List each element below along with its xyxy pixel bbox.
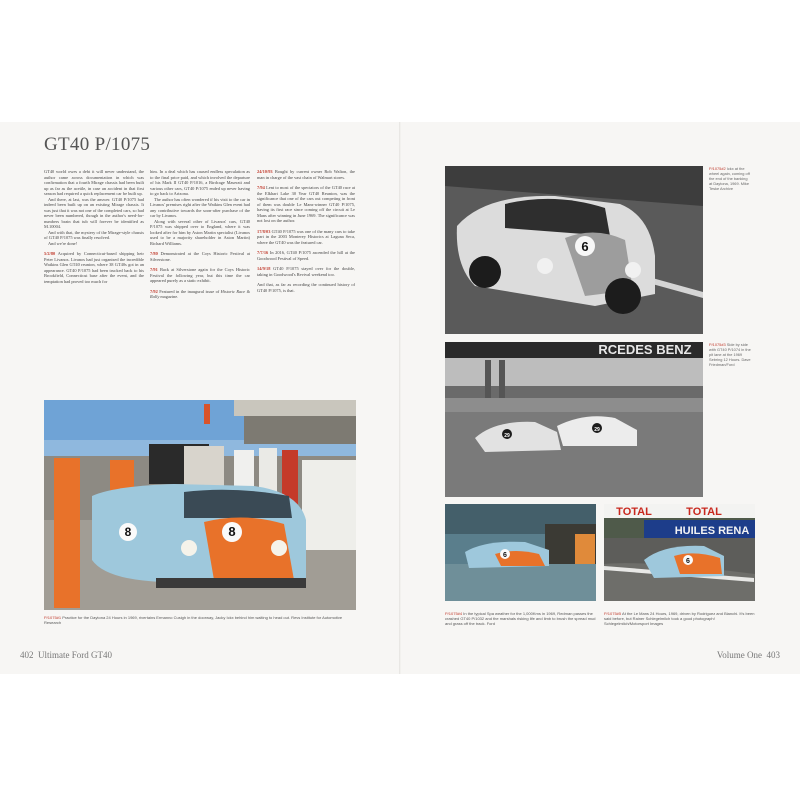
billboard-total: TOTAL bbox=[686, 506, 722, 518]
photo-spa-rain bbox=[445, 504, 596, 601]
history-entry: 7/92 Featured in the inaugural issue of Historic Race & Rally magazine. bbox=[150, 288, 251, 299]
paragraph: The author has often wondered if his visit to the car in Livanos' premises right after the Watkins Glen event had any contributive towards the soon-after purchase of the car by Livanos. bbox=[150, 196, 250, 218]
car-number: 8 bbox=[228, 524, 236, 539]
right-folio bbox=[717, 650, 780, 660]
car-number: 6 bbox=[503, 552, 507, 559]
page-number: 403 bbox=[766, 650, 780, 660]
car-number: 8 bbox=[124, 525, 132, 539]
paragraph: And there, at last, was the answer. GT40 P/1075 had indeed been built up on an existing Mirage chassis. It was just that it was not one of the completed cars, so had never been numbered, though in the author's need-for-numbers brain that tub will forever be identified as M.10004. bbox=[44, 196, 144, 229]
history-entry: 7/94 Lent to most of the spectators of the GT40 race at the Elkhart Lake 30 Year GT40 Reunion, was the significance that one of the cars out competing in front of them was double Le Mans-winner GT40 P/1075, having its first race since coming off the circuit at Le Mans after winning in June 1969. The significance was not lost on the author. bbox=[257, 185, 355, 223]
caption-main: P/1075#1 Practice for the Daytona 24 Hours in 1969, rivertains Ermanno Cusigh in the doorway, Jacky Ickx behind him waiting to head out. Revs Institute for Automotive Research bbox=[44, 615, 343, 626]
book-gutter bbox=[399, 122, 401, 674]
paragraph: GT40 world owes a debt it will never understand, the author came across documentation in which was confirmation that a fourth Mirage chassis had been built up as far as the acetile, in case an accident in that first season had required a quick replacement car be built up. bbox=[44, 169, 144, 196]
text-column-2 bbox=[150, 169, 250, 300]
paragraph: him. In a deal which has caused endless speculation as to the final price paid, and which involved the departure of his Mark II GT40 P/1016, a Birdcage Maserati and various other cars, GT40 P/1075 ended up never having to go back to Arizona. bbox=[150, 169, 250, 196]
billboard-total: TOTAL bbox=[616, 506, 652, 518]
history-entry: 17/8/03 GT40 P/1075 was one of the many cars to take part in the 2003 Monterey Historics at Laguna Seca, where the GT40 was the featured car. bbox=[257, 228, 355, 245]
book-title: Ultimate Ford GT40 bbox=[38, 650, 112, 660]
caption-spa: P/1075#4 In the typical Spa weather for the 1,000Kms in 1969, Redman passes the crashed GT40 P/1032 and the marshals risking life and limb to brush the spread mud and grass off the track. Ford bbox=[445, 611, 596, 627]
paragraph: And with that, the mystery of the Mirage-style chassis of GT40 P/1075 was finally resolved. bbox=[44, 229, 144, 240]
banner-text: RCEDES BENZ bbox=[598, 342, 692, 357]
photo-daytona-banking bbox=[445, 166, 703, 334]
car-number: 6 bbox=[581, 239, 589, 254]
history-entry: 7/7/16 In 2016, GT40 P/1075 ascended the hill at the Goodwood Festival of Speed. bbox=[257, 250, 355, 261]
page-number: 402 bbox=[20, 650, 34, 660]
caption-daytona-banking: P/1075#2 Ickx at the wheel again, coming off the end of the banking at Daytona, 1969. Mike Teske Archive bbox=[709, 166, 750, 191]
photo-sebring-pitlane bbox=[445, 342, 703, 497]
history-entry: 5/2/80 Acquired by Connecticut-based shipping heir Peter Livanos. Livanos had just organised the incredible Watkins Glen GT40 reunion, where 38 GT40s got in an appearance. GT40 P/1075 had been trucked back to his Brookfield, Connecticut base after the event, and the temptation had proved too much for bbox=[44, 251, 144, 284]
paragraph: And that, as far as recording the continued history of GT40 P/1075, is that. bbox=[257, 282, 355, 293]
history-entry: 14/9/18 GT40 P/1075 stayed over for the double, taking in Goodwood's Revival weekend too. bbox=[257, 266, 355, 277]
car-number: 29 bbox=[594, 427, 600, 433]
page-title: GT40 P/1075 bbox=[44, 134, 151, 155]
caption-le-mans: P/1075#5 At the Le Mans 24 Hours, 1969, driven by Rodriguez and Bianchi. It's been said before, but Rainer Schlegelmilch took a good photograph! Schlegelmilch/Motorsport Images bbox=[604, 611, 755, 627]
photo-le-mans bbox=[604, 504, 755, 601]
car-number: 6 bbox=[686, 558, 690, 565]
volume-label: Volume One bbox=[716, 650, 762, 660]
paragraph: And we're done! bbox=[48, 240, 78, 246]
text-column-3 bbox=[257, 169, 355, 293]
billboard-huiles: HUILES RENA bbox=[674, 525, 750, 537]
car-number: 29 bbox=[504, 433, 510, 439]
history-entry: 24/10/93 Bought by current owner Rob Walton, the man in charge of the vast chain of Walmart stores. bbox=[257, 169, 355, 180]
entry-date: 5/2/80 bbox=[44, 251, 56, 256]
history-entry: 7/91 Back at Silverstone again for the Coys Historic Festival the following year, but this time the car appeared purely as a static exhibit. bbox=[150, 267, 250, 283]
left-folio bbox=[20, 650, 112, 660]
caption-sebring: P/1075#3 Side by side with GT40 P/1074 in the pit lane at the 1969 Sebring 12 Hours. Dave Friedman/Ford bbox=[709, 342, 751, 367]
text-column-1 bbox=[44, 169, 144, 284]
paragraph: Along with several other of Livanos' cars, GT40 P/1075 was shipped over to England, where it was looked after for him by Aston Martin specialist (Livanos used to be a majority shareholder in Aston Martin) Richard Williams. bbox=[150, 218, 250, 246]
photo-daytona-pits bbox=[44, 400, 356, 610]
history-entry: 7/80 Demonstrated at the Coys Historic Festival at Silverstone. bbox=[150, 251, 250, 262]
